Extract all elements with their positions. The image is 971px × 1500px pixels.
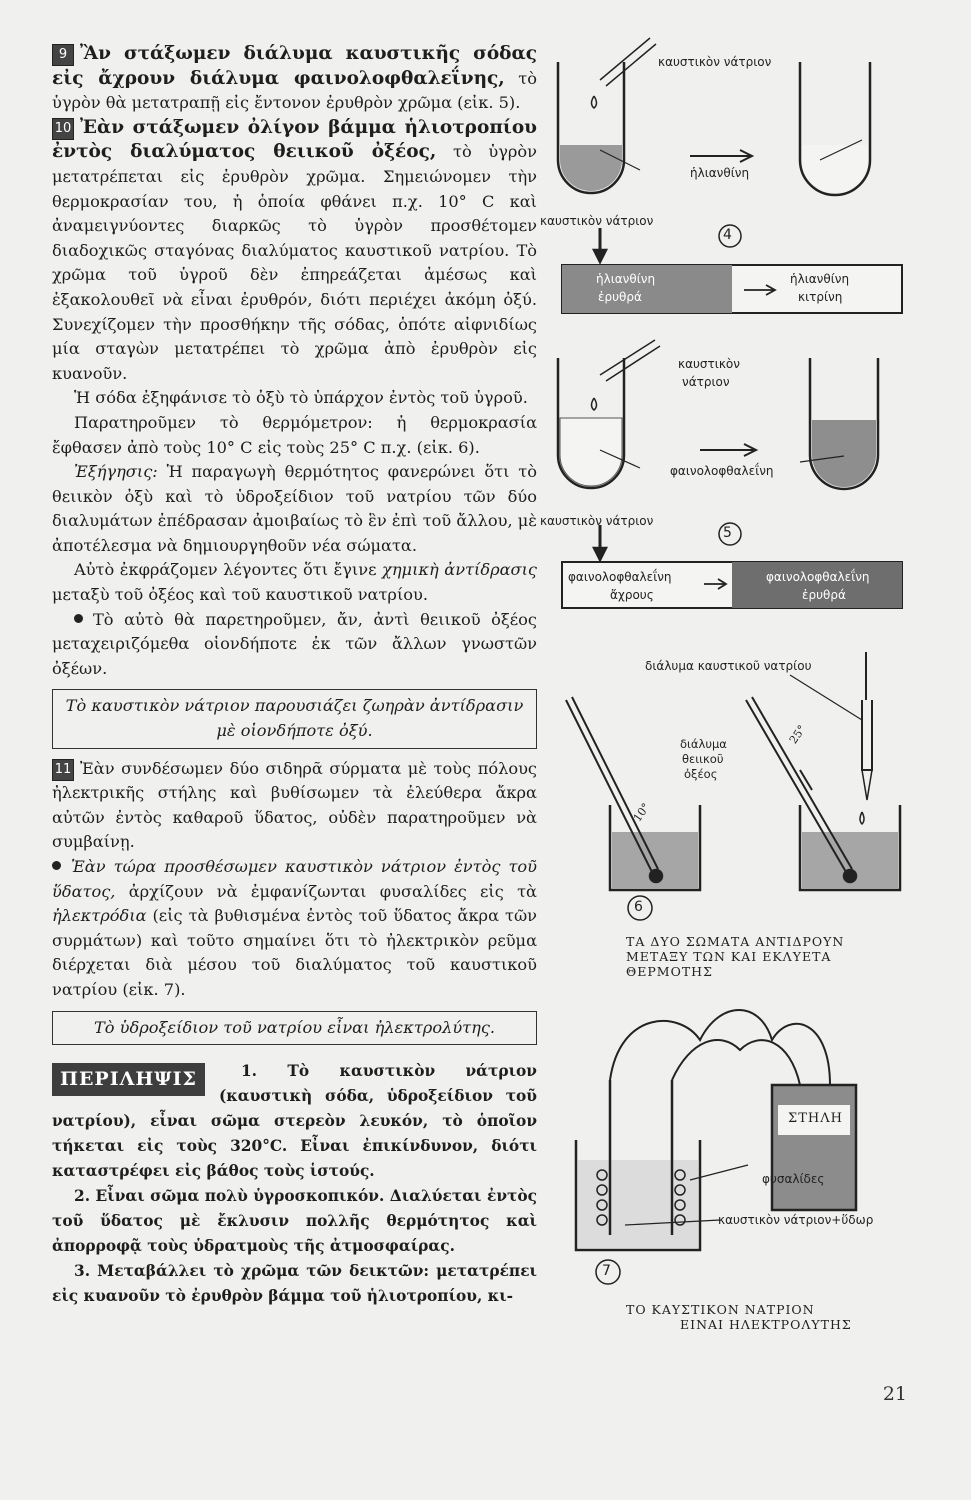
- summary-item-3: 3. Μεταβάλλει τὸ χρῶμα τῶν δεικτῶν: μετατρέπει εἰς κυανοῦν τὸ ἐρυθρὸν βάμμα τοῦ ἡλιοτροπίου, κι-: [52, 1262, 537, 1306]
- liquid-left-5: [560, 418, 622, 486]
- figure-7: [576, 1010, 856, 1284]
- item-number-10: 10: [52, 118, 74, 140]
- fig5-box-left-2: ἄχρους: [610, 588, 654, 602]
- fig6-number: 6: [634, 899, 643, 915]
- battery-label: ΣΤΗΛΗ: [788, 1111, 843, 1126]
- thermometer-bulb-left: [650, 870, 662, 882]
- fig6-label-top: διάλυμα καυστικοῦ νατρίου: [645, 659, 812, 673]
- summary-badge: ΠΕΡΙΛΗΨΙΣ: [52, 1063, 205, 1096]
- fig5-label-left: καυστικὸν νάτριον: [540, 514, 654, 528]
- fig6-label-acid-1: διάλυμα: [680, 737, 727, 751]
- fig5-box-left-1: φαινολοφθαλεΐνη: [568, 570, 672, 584]
- fig4-number: 4: [723, 227, 732, 243]
- thermometer-bulb-right: [844, 870, 856, 882]
- fig5-label-top-1: καυστικὸν: [678, 357, 740, 371]
- reaction-term: χημικὴ ἀντίδρασις: [382, 560, 537, 580]
- paragraph-9-heading: Ἂν στάξωμεν διάλυμα καυστικῆς σόδας εἰς ἄχρουν διάλυμα φαινολοφθαλεΐνης,: [52, 43, 537, 89]
- fig5-label-top-2: νάτριον: [682, 375, 730, 389]
- item-number-9: 9: [52, 44, 74, 66]
- key-statement-box-2: Τὸ ὑδροξείδιον τοῦ νατρίου εἶναι ἠλεκτρολύτης.: [52, 1011, 537, 1046]
- drop-4: [592, 96, 597, 108]
- paragraph-11-text: Ἐὰν συνδέσωμεν δύο σιδηρᾶ σύρματα μὲ τοὺς πόλους ἠλεκτρικῆς στήλης καὶ βυθίσωμεν τὰ ἐλεύθερα ἄκρα αὐτῶν ἐντὸς καθαροῦ ὕδατος, οὐδὲν παρατηροῦμεν νὰ συμβαίνῃ.: [52, 758, 537, 852]
- summary-item-1: 1. Τὸ καυστικὸν νάτριον (καυστικὴ σόδα, ὑδροξείδιον τοῦ νατρίου), εἶναι σῶμα στερεὸν λευκόν, τὸ ὁποῖον τήκεται εἰς τοὺς 320°C. Εἶναι ἐπικίνδυνον, διότι καταστρέφει εἰς βάθος τοὺς ἱστούς.: [52, 1062, 537, 1181]
- fig4-label-left: καυστικὸν νάτριον: [540, 214, 654, 228]
- fig6-caption-1: ΤΑ ΔΥΟ ΣΩΜΑΤΑ ΑΝΤΙΔΡΟΥΝ: [626, 934, 845, 949]
- fig4-box-left-2: ἐρυθρά: [598, 290, 642, 304]
- arrow-icon: [690, 150, 752, 162]
- reaction-text-a: Αὐτὸ ἐκφράζομεν λέγοντες ὅτι ἔγινε: [74, 560, 383, 580]
- down-arrow-head-4: [594, 250, 606, 262]
- paragraph-10f-text: Τὸ αὐτὸ θὰ παρετηροῦμεν, ἄν, ἀντὶ θειικοῦ ὀξέος μεταχειριζόμεθα οἱονδήποτε ἐκ τῶν ἄλλων γνωστῶν ὀξέων.: [52, 609, 537, 678]
- dropper-5: [600, 340, 660, 381]
- fig4-label-arrow: ἡλιανθίνη: [690, 166, 750, 180]
- pointer-line-7a: [690, 1165, 748, 1180]
- fig6-label-acid-2: θειικοῦ: [682, 752, 724, 766]
- paragraph-11b-text-b: (εἰς τὰ βυθισμένα ἐντὸς τοῦ ὕδατος ἄκρα τῶν συρμάτων) καὶ τοῦτο σημαίνει ὅτι τὸ ἠλεκτρικὸν ρεῦμα διέρχεται διὰ μέσου τοῦ διαλύματος τοῦ καυστικοῦ νατρίου (εἰκ. 7).: [52, 906, 537, 999]
- electrodes-term: ἠλεκτρόδια: [52, 906, 147, 926]
- liquid-right-5: [812, 420, 876, 487]
- pointer-line-6: [790, 675, 862, 720]
- battery-7: [772, 1085, 856, 1210]
- figure-6: [566, 652, 900, 920]
- fig6-label-acid-3: ὀξέος: [684, 767, 718, 781]
- drop-5: [592, 398, 597, 410]
- fig7-number: 7: [602, 1263, 611, 1279]
- arrow-icon: [800, 770, 812, 790]
- liquid-7: [578, 1160, 698, 1248]
- fig6-temp-left: 10°: [630, 800, 653, 825]
- fig5-number: 5: [723, 525, 732, 541]
- paragraph-10b: Ἡ σόδα ἐξηφάνισε τὸ ὀξὺ τὸ ὑπάρχον ἐντὸς τοῦ ὑγροῦ.: [74, 388, 528, 408]
- burette-6: [862, 700, 872, 770]
- paragraph-11b-text-a: ἀρχίζουν νὰ ἐμφανίζωνται φυσαλίδες εἰς τὰ: [115, 881, 537, 901]
- fig5-box-right-2: ἐρυθρά: [802, 588, 846, 602]
- fig4-label-top: καυστικὸν νάτριον: [658, 55, 772, 69]
- fig4-box-right-1: ἡλιανθίνη: [790, 272, 850, 286]
- fig5-box-right-1: φαινολοφθαλεΐνη: [766, 570, 870, 584]
- paragraph-10-heading: Ἐὰν στάξωμεν ὀλίγον βάμμα ἡλιοτροπίου ἐντὸς διαλύματος θειικοῦ ὀξέος,: [52, 116, 537, 163]
- summary-item-2: 2. Εἶναι σῶμα πολὺ ὑγροσκοπικόν. Διαλύεται ἐντὸς τοῦ ὕδατος μὲ ἔκλυσιν πολλῆς θερμότητος καὶ ἀπορροφᾷ τοὺς ὑδρατμοὺς τῆς ἀτμοσφαίρας.: [52, 1187, 537, 1256]
- item-number-11: 11: [52, 759, 74, 781]
- down-arrow-head-5: [594, 548, 606, 560]
- fig4-box-left-1: ἡλιανθίνη: [596, 272, 656, 286]
- fig7-label-liquid: καυστικὸν νάτριον+ὕδωρ: [718, 1213, 874, 1227]
- dropper-4: [600, 38, 656, 86]
- wire-right: [672, 1040, 800, 1085]
- fig5-label-arrow: φαινολοφθαλεΐνη: [670, 464, 774, 478]
- paragraph-10c: Παρατηροῦμεν τὸ θερμόμετρον: ἡ θερμοκρασία ἔφθασεν ἀπὸ τοὺς 10° C εἰς τοὺς 25° C π.χ. (εἰκ. 6).: [52, 412, 537, 457]
- key-statement-box-1: Τὸ καυστικὸν νάτριον παρουσιάζει ζωηρὰν ἀντίδρασιν μὲ οἱονδήποτε ὀξύ.: [52, 689, 537, 748]
- fig7-caption-2: ΕΙΝΑΙ ΗΛΕΚΤΡΟΛΥΤΗΣ: [680, 1317, 852, 1332]
- explanation-text: Ἡ παραγωγὴ θερμότητος φανερώνει ὅτι τὸ θειικὸν ὀξὺ καὶ τὸ ὑδροξείδιον τοῦ νατρίου τῶν δύο διαλυμάτων ἐπέδρασαν ἀμοιβαίως τὸ ἓν ἐπὶ τοῦ ἄλλου, μὲ ἀποτέλεσμα νὰ δημιουργηθοῦν νέα σώματα.: [52, 462, 537, 555]
- reaction-text-c: μεταξὺ τοῦ ὀξέος καὶ τοῦ καυστικοῦ νατρίου.: [52, 585, 429, 605]
- arrow-icon: [700, 444, 756, 456]
- page-number: 21: [882, 1383, 907, 1405]
- fig6-caption-3: ΘΕΡΜΟΤΗΣ: [626, 964, 713, 979]
- paragraph-10-text: τὸ ὑγρὸν μετατρέπεται εἰς ἐρυθρὸν χρῶμα. Σημειώνομεν τὴν θερμοκρασίαν του, ἡ ὁποία φθάνει π.χ. 10° C καὶ ἀναμειγνύοντες διαρκῶς τὸ ὑγρὸν προσθέτομεν διαδοχικῶς σταγόνας διαλύματος καυστικοῦ νατρίου. Τὸ χρῶμα τοῦ ὑγροῦ δὲν ἐπηρεάζεται ἀμέσως καὶ ἐξακολουθεῖ νὰ εἶναι ἐρυθρόν, διότι περιέχει ἀκόμη ὀξύ. Συνεχίζομεν τὴν προσθήκην τῆς σόδας, ὁπότε αἰφνιδίως μία σταγὼν μετατρέπει τὸ χρῶμα ἀπὸ ἐρυθρὸν εἰς κυανοῦν.: [52, 142, 537, 383]
- fig7-label-bubbles: φυσαλίδες: [762, 1172, 825, 1186]
- drop-6: [860, 812, 864, 824]
- fig7-caption-1: ΤΟ ΚΑΥΣΤΙΚΟΝ ΝΑΤΡΙΟΝ: [626, 1302, 815, 1317]
- paragraph-11b-italic: Ἐὰν τώρα προσθέσωμεν καυστικὸν νάτριον ἐντὸς τοῦ ὕδατος,: [52, 857, 537, 901]
- fig6-caption-2: ΜΕΤΑΞΥ ΤΩΝ ΚΑΙ ΕΚΛΥΕΤΑ: [626, 949, 832, 964]
- explanation-label: Ἐξήγησις:: [74, 462, 158, 482]
- paragraph-9-text: τὸ ὑγρὸν θὰ μετατραπῇ εἰς ἔντονον ἐρυθρὸν χρῶμα (εἰκ. 5).: [52, 68, 537, 113]
- fig6-temp-right: 25°: [786, 722, 809, 747]
- fig4-box-right-2: κιτρίνη: [798, 290, 843, 304]
- burette-tip: [862, 770, 872, 800]
